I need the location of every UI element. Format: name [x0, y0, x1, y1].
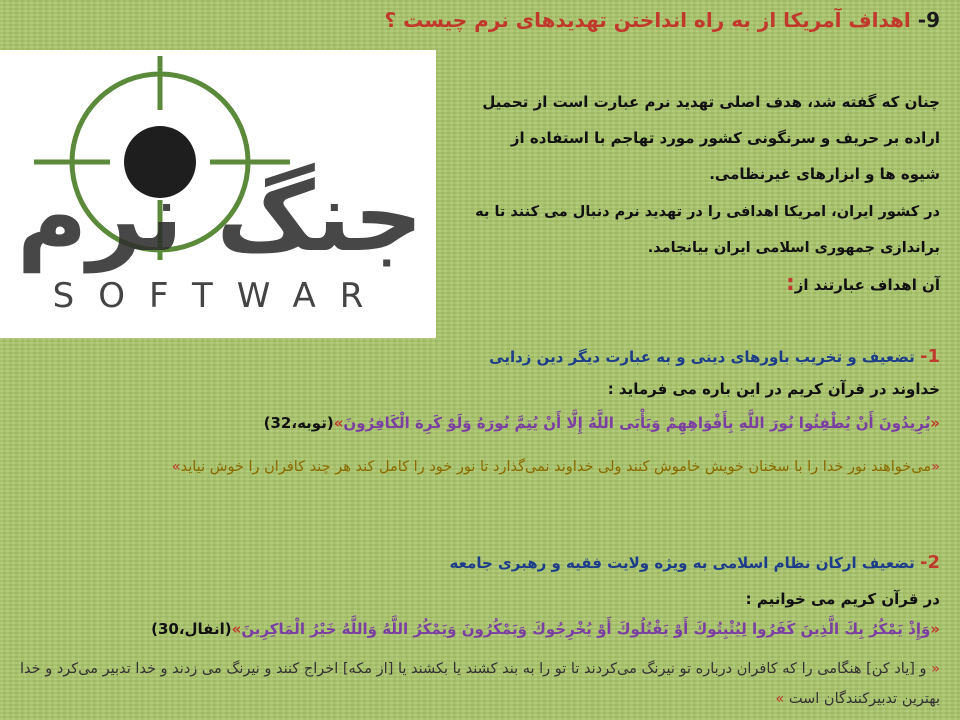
item2-ayah-text: وَإِذْ يَمْكُرُ بِكَ الَّذِينَ كَفَرُوا لِيُثْبِتُوكَ أَوْ يَقْتُلُوكَ أَوْ يُخْرِجُوكَ وَيَمْكُرُونَ وَيَمْكُرُ اللَّهُ وَاللَّهُ خَيْرُ الْمَاكِرِينَ — [241, 620, 931, 638]
item2-open-quote: « — [930, 620, 940, 638]
logo-latin: SOFTWAR — [52, 276, 388, 316]
item2-heading — [20, 552, 940, 573]
intro-paragraph-3 — [470, 266, 940, 303]
item1-ref: (توبه،32) — [263, 414, 334, 432]
item1-close-quote: » — [333, 414, 344, 432]
softwar-logo — [0, 50, 436, 338]
item2-trans-close: » — [775, 691, 785, 707]
item2-translation — [20, 654, 940, 714]
item2-close-quote: » — [231, 620, 242, 638]
intro-p3-colon: : — [785, 271, 795, 296]
item2-translation-text: و [ياد كن] هنگامى را كه كافران درباره تو نيرنگ مى‌كردند تا تو را به بند كشند يا بكشند يا [از مكه] اخراج كنند و نيرنگ مى زدند و خدا تدبير مى‌كرد و خدا بهترين تدبيركنندگان است — [20, 661, 940, 707]
item1-intro: خداوند در قرآن کریم در این باره می فرماید : — [607, 380, 940, 398]
logo-persian: جنگ نرم — [16, 161, 424, 273]
item1-translation — [20, 450, 940, 484]
item1-translation-text: می‌خواهند نور خدا را با سخنان خویش خاموش کنند ولی خداوند نمی‌گذارد تا نور خود را کامل کند هر چند کافران را خوش نیاید — [180, 459, 932, 475]
item1-ayah — [20, 414, 940, 432]
item1-trans-close: » — [171, 459, 181, 475]
item1-number: 1- — [919, 346, 940, 367]
title-text: اهداف آمریکا از به راه انداختن تهدیدهای نرم چیست ؟ — [384, 8, 911, 32]
item1-ayah-text: يُرِيدُونَ أَنْ يُطْفِئُوا نُورَ اللَّهِ بِأَفْوَاهِهِمْ وَيَأْبَى اللَّهُ إِلَّا أَنْ يُتِمَّ نُورَهُ وَلَوْ كَرِهَ الْكَافِرُونَ — [343, 414, 931, 432]
intro-p3-text: آن اهداف عبارتند از — [794, 276, 940, 294]
item2-ayah — [20, 620, 940, 638]
item2-intro: در قرآن کریم می خوانیم : — [745, 590, 940, 608]
item1-heading-text: تضعیف و تخریب باورهای دینی و به عبارت دیگر دین زدایی — [489, 348, 915, 366]
item1-open-quote: « — [930, 414, 940, 432]
item2-trans-open: « — [931, 661, 940, 677]
title-number: 9- — [917, 8, 940, 32]
item2-heading-text: تضعیف ارکان نظام اسلامی به ویژه ولایت فقیه و رهبری جامعه — [449, 554, 915, 572]
item2-ref: (انفال،30) — [151, 620, 232, 638]
item1-heading — [20, 346, 940, 367]
intro-paragraph-2: در کشور ایران، امریکا اهدافی را در تهدید نرم دنبال می کنند تا به براندازی جمهوری اسلامی ایران بیانجامد. — [475, 204, 940, 256]
item2-number: 2- — [919, 552, 940, 573]
intro-paragraph-1: چنان که گفته شد، هدف اصلی تهدید نرم عبارت است از تحمیل اراده بر حریف و سرنگونی کشور مورد تهاجم با استفاده از شیوه ها و ابزارهای غیرنظامی. — [482, 93, 940, 183]
item1-trans-open: « — [931, 459, 940, 475]
slide-title — [40, 8, 940, 32]
